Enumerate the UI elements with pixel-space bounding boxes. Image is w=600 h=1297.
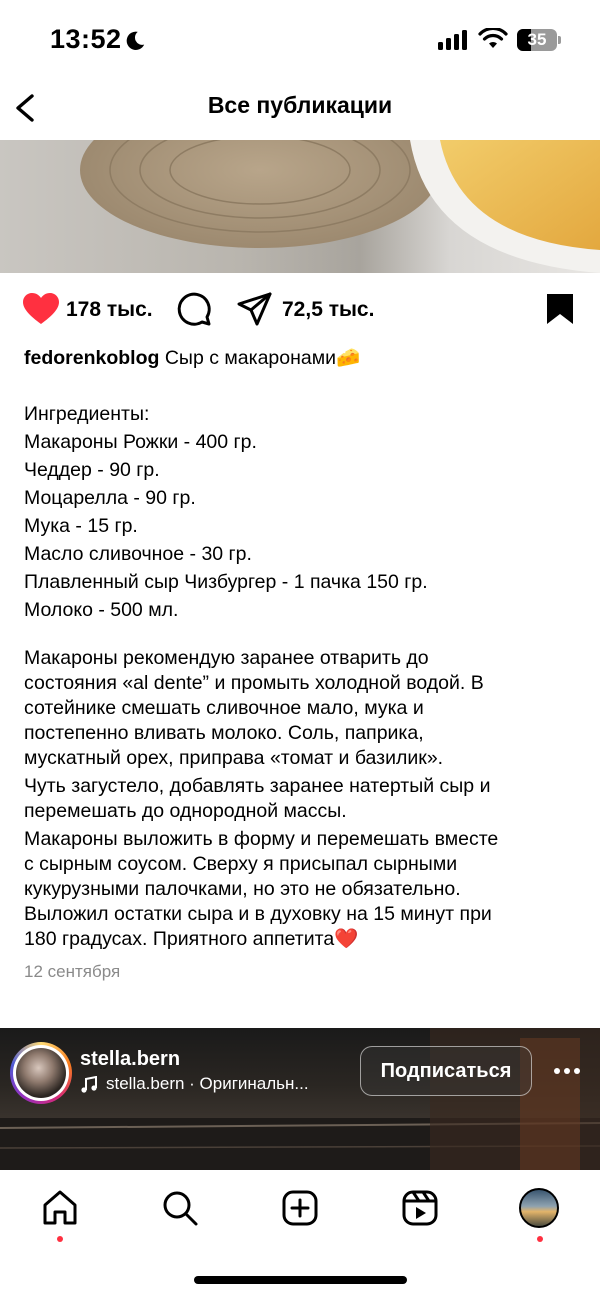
post-actions bbox=[0, 280, 600, 340]
battery-icon bbox=[517, 29, 561, 51]
ingredient-item: Молоко - 500 мл. bbox=[24, 599, 179, 621]
notification-dot bbox=[537, 1236, 543, 1242]
status-time: 13:52 bbox=[50, 24, 122, 54]
post-caption bbox=[24, 344, 584, 952]
avatar[interactable] bbox=[10, 1042, 72, 1104]
music-icon bbox=[80, 1076, 98, 1094]
caption-paragraph bbox=[24, 774, 584, 824]
next-post-username[interactable]: stella.bern bbox=[80, 1048, 181, 1070]
bookmark-icon[interactable] bbox=[544, 292, 576, 326]
header bbox=[0, 80, 600, 140]
heart-icon[interactable] bbox=[22, 292, 60, 326]
post-image[interactable] bbox=[0, 140, 600, 273]
ingredient-item: Масло сливочное - 30 гр. bbox=[24, 543, 252, 565]
caption-line: мускатный орех, приправа «томат и базилик». bbox=[24, 747, 444, 769]
battery-level: 35 bbox=[527, 30, 547, 49]
status-bar bbox=[0, 0, 600, 80]
reels-icon[interactable] bbox=[400, 1188, 440, 1228]
page-title: Все публикации bbox=[207, 92, 393, 118]
caption-line: 180 градусах. Приятного аппетита❤️ bbox=[24, 928, 359, 950]
caption-paragraph bbox=[24, 646, 584, 771]
wifi-icon bbox=[478, 28, 508, 50]
moon-icon bbox=[124, 30, 146, 52]
caption-username[interactable]: fedorenkoblog bbox=[24, 347, 160, 369]
follow-button[interactable]: Подписаться bbox=[360, 1046, 532, 1096]
profile-avatar[interactable] bbox=[519, 1188, 559, 1228]
caption-line: сотейнике смешать сливочное мало, мука и bbox=[24, 697, 424, 719]
home-indicator bbox=[194, 1276, 407, 1284]
shares-count[interactable]: 72,5 тыс. bbox=[282, 298, 375, 321]
ingredient-item: Макароны Рожки - 400 гр. bbox=[24, 431, 257, 453]
audio-label[interactable]: stella.bern · Оригинальн... bbox=[106, 1074, 309, 1093]
caption-line: Выложил остатки сыра и в духовку на 15 минут при bbox=[24, 903, 492, 925]
caption-line: перемешать до однородной массы. bbox=[24, 800, 347, 822]
home-icon[interactable] bbox=[40, 1188, 80, 1228]
signal-icon bbox=[438, 30, 468, 50]
ingredient-item: Моцарелла - 90 гр. bbox=[24, 487, 196, 509]
likes-count[interactable]: 178 тыс. bbox=[66, 298, 153, 321]
notification-dot bbox=[57, 1236, 63, 1242]
ingredient-item: Чеддер - 90 гр. bbox=[24, 459, 160, 481]
caption-line: с сырным соусом. Сверху я присыпал сырными bbox=[24, 853, 458, 875]
more-icon[interactable] bbox=[553, 1066, 581, 1076]
caption-line: Чуть загустело, добавлять заранее натертый сыр и bbox=[24, 775, 491, 797]
ingredient-item: Мука - 15 гр. bbox=[24, 515, 138, 537]
caption-title: Сыр с макаронами🧀 bbox=[164, 347, 361, 369]
next-post[interactable] bbox=[0, 1028, 600, 1170]
comment-icon[interactable] bbox=[176, 291, 212, 327]
create-icon[interactable] bbox=[280, 1188, 320, 1228]
search-icon[interactable] bbox=[160, 1188, 200, 1228]
ingredient-item: Плавленный сыр Чизбургер - 1 пачка 150 гр. bbox=[24, 571, 428, 593]
caption-line: постепенно вливать молоко. Соль, паприка, bbox=[24, 722, 424, 744]
ingredients-title: Ингредиенты: bbox=[24, 403, 150, 425]
post-date: 12 сентября bbox=[24, 962, 121, 981]
caption-line: состояния «al dente” и промыть холодной водой. В bbox=[24, 672, 484, 694]
caption-line: Макароны рекомендую заранее отварить до bbox=[24, 647, 429, 669]
caption-paragraph bbox=[24, 827, 584, 952]
caption-line: Макароны выложить в форму и перемешать вместе bbox=[24, 828, 499, 850]
share-icon[interactable] bbox=[237, 292, 273, 326]
caption-line: кукурузными палочками, но это не обязательно. bbox=[24, 878, 461, 900]
